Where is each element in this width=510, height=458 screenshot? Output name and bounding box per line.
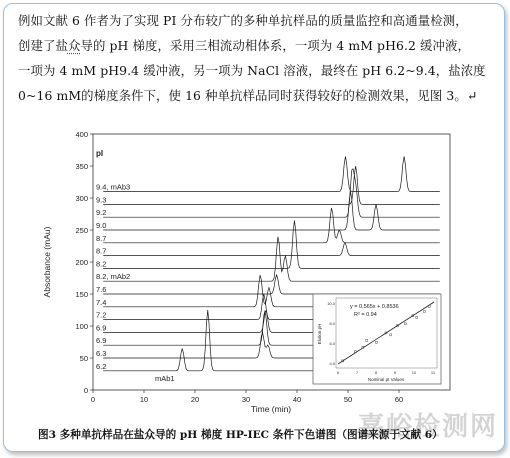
x-axis-label: Time (min) <box>250 404 292 414</box>
trace-label: 7.2 <box>96 310 107 320</box>
y-tick-label: 150 <box>75 290 88 299</box>
x-tick-label: 50 <box>343 395 353 404</box>
trace-label: 9.0 <box>96 221 107 230</box>
paragraph-line-2-c: 导的 pH 梯度，采用三相流动相体系，一项为 4 mM pH6.2 缓冲液， <box>80 38 470 53</box>
inset-x-tick-label: 10 <box>411 370 417 375</box>
x-tick-label: 30 <box>241 395 251 404</box>
x-tick-label: 0 <box>90 395 96 404</box>
paragraph-line-2-a: 创建了盐 <box>18 38 68 53</box>
inset-x-tick-label: 6 <box>336 370 340 375</box>
chromatogram-figure <box>38 122 470 418</box>
x-tick-label: 60 <box>394 395 404 404</box>
paragraph-line-1: 例如文献 6 作者为了实现 PI 分布较广的多种单抗样品的质量监控和高通量检测， <box>18 13 468 28</box>
inset-r2: R² = 0.94 <box>354 312 377 318</box>
spellcheck-word: 众 <box>67 38 81 53</box>
trace-label: 8.2, mAb2 <box>96 272 131 282</box>
trace-label: 6.2 <box>96 361 107 371</box>
inset-x-tick-label: 7 <box>355 370 359 375</box>
y-tick-label: 250 <box>75 226 88 235</box>
trace-label: 9.2 <box>96 208 107 218</box>
watermark-logo: 嘉峪检测网 <box>357 412 498 442</box>
trace-label: 9.4, mAb3 <box>96 182 131 192</box>
inset-x-label: Nominal pI Values <box>367 377 405 382</box>
trace-label: 6.9 <box>96 336 107 346</box>
trace-label: 9.3 <box>96 195 107 205</box>
inset-regression-plot <box>313 294 441 384</box>
x-tick-label: 40 <box>292 395 302 404</box>
inset-x-tick-label: 9 <box>393 370 397 375</box>
paragraph-line-3: 一项为 4 mM pH9.4 缓冲液，另一项为 NaCl 溶液，最终在 pH 6.2~9.4，盐浓度 <box>18 63 486 78</box>
legend-title: pI <box>96 149 104 158</box>
paragraph-line-4: 0~16 mM的梯度条件下，使 16 种单抗样品同时获得较好的检测效果，见图 3。↵ <box>18 88 478 103</box>
inset-y-tick-label: 6.0 <box>329 341 335 346</box>
y-tick-label: 350 <box>75 162 88 171</box>
trace-label: 7.4 <box>96 297 107 307</box>
x-tick-label: 20 <box>190 395 200 404</box>
inset-x-tick-label: 11 <box>430 370 436 375</box>
paragraph-line-2 <box>18 33 496 58</box>
inset-equation: y = 0.565x + 0.8536 <box>350 304 399 310</box>
mab1-label: mAb1 <box>155 374 175 383</box>
trace-label: 8.7 <box>96 233 107 243</box>
y-axis-label: Absorbance (mAu) <box>42 226 52 298</box>
body-paragraph <box>18 8 496 108</box>
inset-y-tick-label: 10.0 <box>327 301 335 306</box>
inset-y-tick-label: 8.0 <box>329 321 335 326</box>
trace-label: 6.3 <box>96 349 107 358</box>
y-tick-label: 0 <box>83 386 88 395</box>
trace-label: 6.9 <box>96 323 107 333</box>
figure-caption: 图3 多种单抗样品在盐众导的 pH 梯度 HP-IEC 条件下色谱图（图谱来源于文献 6） <box>38 429 443 441</box>
y-tick-label: 50 <box>79 354 88 363</box>
trace-label: 7.6 <box>96 285 107 294</box>
trace-label: 8.2 <box>96 259 107 269</box>
y-tick-label: 300 <box>75 194 88 203</box>
trace-label: 8.7 <box>96 246 107 256</box>
x-tick-label: 10 <box>139 395 149 404</box>
inset-y-label: Elution pH <box>317 323 322 345</box>
inset-x-tick-label: 8 <box>374 370 378 375</box>
y-tick-label: 200 <box>75 258 88 267</box>
y-tick-label: 100 <box>75 322 88 331</box>
inset-y-tick-label: 4.0 <box>329 361 335 366</box>
y-tick-label: 400 <box>75 130 88 139</box>
